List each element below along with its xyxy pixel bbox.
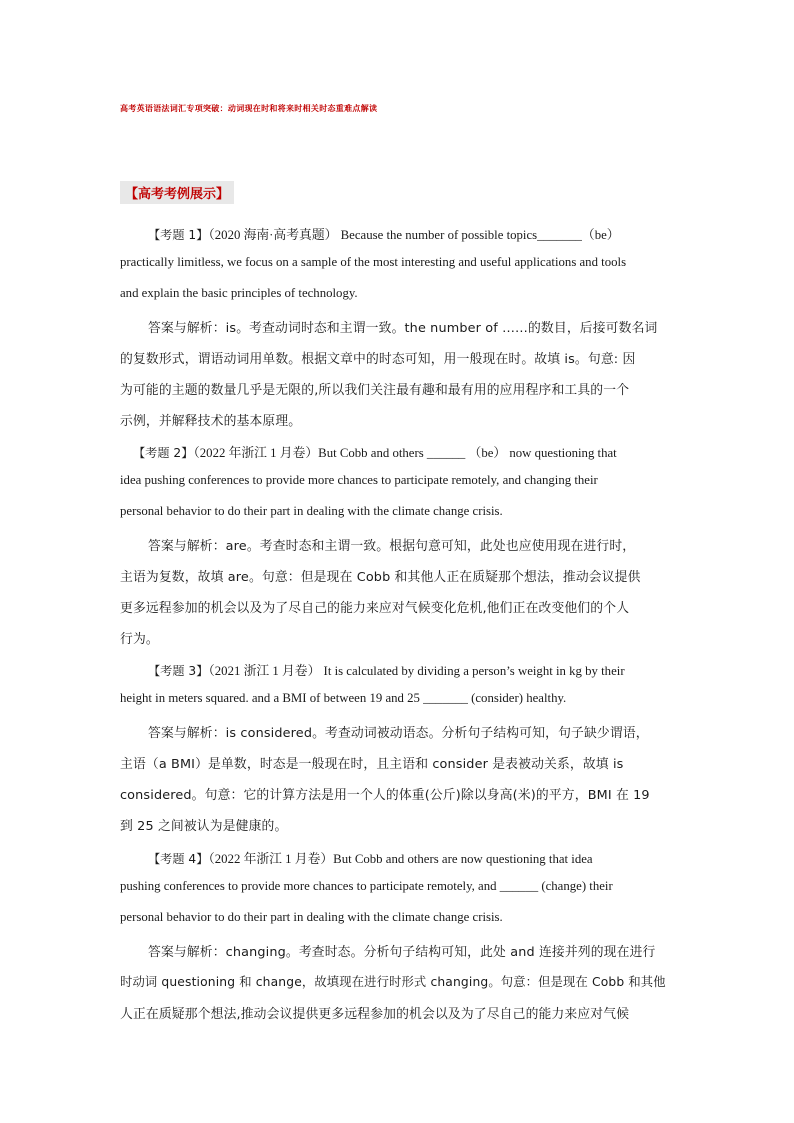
q3-answer-line-4: 到 25 之间被认为是健康的。 [120,819,288,834]
q1-line-1-text: （2020 海南·高考真题） Because the number of possible topics_______（be） [208,228,620,242]
q2-answer-line-3: 更多远程参加的机会以及为了尽自己的能力来应对气候变化危机,他们正在改变他们的个人 [120,601,630,616]
q4-answer-line-3: 人正在质疑那个想法,推动会议提供更多远程参加的机会以及为了尽自己的能力来应对气候 [120,1007,630,1022]
q1-answer-line-1: 答案与解析：is。考查动词时态和主谓一致。the number of ……的数目，后接可数名词 [148,321,658,336]
q3-answer-line-1: 答案与解析：is considered。考查动词被动语态。分析句子结构可知，句子缺少谓语， [148,726,649,741]
q4-answer-line-2: 时动词 questioning 和 change，故填现在进行时形式 changing。句意：但是现在 Cobb 和其他 [120,975,666,989]
q3-line-2: height in meters squared. and a BMI of between 19 and 25 _______ (consider) healthy. [120,691,567,705]
q3-line-1-text: （2021 浙江 1 月卷） It is calculated by dividing a person’s weight in kg by their [208,664,625,678]
q4-line-1-text: （2022 年浙江 1 月卷）But Cobb and others are now questioning that idea [208,852,593,866]
q1-answer-line-3: 为可能的主题的数量几乎是无限的,所以我们关注最有趣和最有用的应用程序和工具的一个 [120,383,630,398]
section-label: 【高考考例展示】 [120,181,234,204]
q2-label: 【考题 2】 [133,446,194,460]
q1-line-2: practically limitless, we focus on a sample of the most interesting and useful applications and tools [120,255,627,269]
q1-answer-line-4: 示例，并解释技术的基本原理。 [120,414,302,429]
q4-label: 【考题 4】 [148,852,209,866]
q2-line-3: personal behavior to do their part in dealing with the climate change crisis. [120,504,503,518]
q1-answer-line-2: 的复数形式，谓语动词用单数。根据文章中的时态可知，用一般现在时。故填 is。句意: 因 [120,352,636,367]
q2-answer-line-2: 主语为复数，故填 are。句意：但是现在 Cobb 和其他人正在质疑那个想法，推动会议提供 [120,570,641,585]
q3-answer-line-3: considered。句意：它的计算方法是用一个人的体重(公斤)除以身高(米)的平方，BMI 在 19 [120,788,650,803]
q1-line-3: and explain the basic principles of technology. [120,286,358,300]
q2-line-1-text: （2022 年浙江 1 月卷）But Cobb and others ______ （be） now questioning that [193,446,617,460]
q2-answer-line-4: 行为。 [120,632,159,647]
q2-answer-line-1: 答案与解析：are。考查时态和主谓一致。根据句意可知，此处也应使用现在进行时， [148,539,636,554]
q4-answer-line-1: 答案与解析：changing。考查时态。分析句子结构可知，此处 and 连接并列的现在进行 [148,945,656,960]
q1-label: 【考题 1】 [148,228,209,242]
q3-answer-line-2: 主语（a BMI）是单数，时态是一般现在时，且主语和 consider 是表被动关系，故填 is [120,757,624,772]
q4-line-3: personal behavior to do their part in dealing with the climate change crisis. [120,910,503,924]
q4-line-1 [148,848,593,867]
page-title: 高考英语语法词汇专项突破：动词现在时和将来时相关时态重难点解读 [120,103,378,113]
q2-line-1 [133,442,617,461]
q2-line-2: idea pushing conferences to provide more chances to participate remotely, and changing their [120,473,598,487]
q1-line-1 [148,224,620,243]
q3-label: 【考题 3】 [148,664,209,678]
q3-line-1 [148,660,625,679]
q4-line-2: pushing conferences to provide more chances to participate remotely, and ______ (change) their [120,879,613,893]
